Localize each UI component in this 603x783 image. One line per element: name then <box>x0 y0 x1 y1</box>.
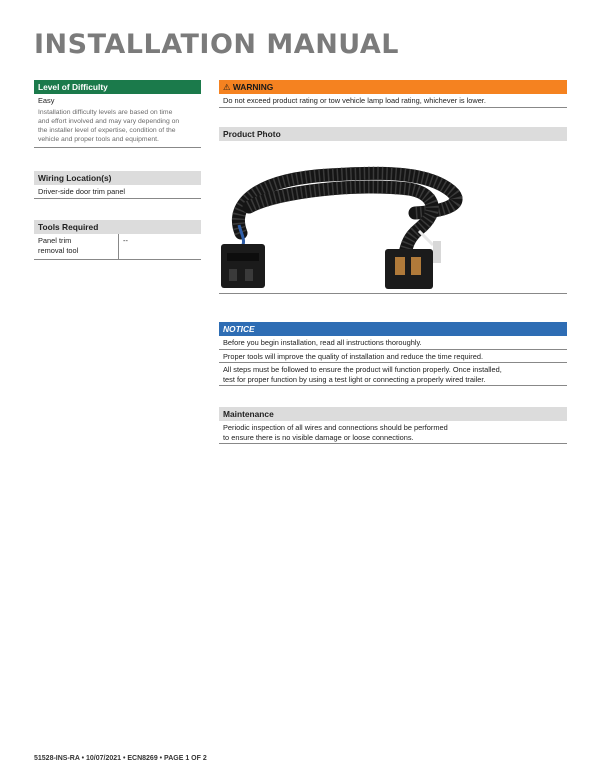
difficulty-note: Installation difficulty levels are based on time and effort involved and may vary depending on the installer level of expertise, condition of the vehicle and proper tools and equipment. <box>34 107 201 148</box>
maintenance-text: Periodic inspection of all wires and connections should be performed to ensure there is no visible damage or loose connections. <box>219 421 567 444</box>
warning-triangle-icon: ⚠ <box>223 82 231 92</box>
warning-text: Do not exceed product rating or tow vehicle lamp load rating, whichever is lower. <box>219 94 567 108</box>
product-photo-header: Product Photo <box>219 127 567 141</box>
tool-detail: -- <box>123 236 128 245</box>
tool-name: Panel trim removal tool <box>34 234 119 259</box>
difficulty-value: Easy <box>38 96 55 105</box>
warning-section <box>219 80 567 108</box>
wiring-header: Wiring Location(s) <box>34 171 201 185</box>
product-photo <box>219 141 567 294</box>
wiring-harness-image <box>219 141 567 293</box>
difficulty-section <box>34 80 201 148</box>
wiring-value: Driver-side door trim panel <box>34 185 201 199</box>
warning-header <box>219 80 567 94</box>
maintenance-header: Maintenance <box>219 407 567 421</box>
notice-item-3: All steps must be followed to ensure the product will function properly. Once installed, test for proper function by using a test light or connecting a properly wired trailer. <box>219 363 567 386</box>
warning-header-label: WARNING <box>232 82 274 92</box>
notice-item-2: Proper tools will improve the quality of installation and reduce the time required. <box>219 350 567 364</box>
page-title: INSTALLATION MANUAL <box>34 29 399 60</box>
wiring-section <box>34 171 201 199</box>
product-photo-section <box>219 127 567 294</box>
notice-header: NOTICE <box>219 322 567 336</box>
difficulty-header: Level of Difficulty <box>34 80 201 94</box>
tools-section <box>34 220 201 260</box>
tools-row <box>34 234 201 260</box>
page-footer: 51528-INS-RA • 10/07/2021 • ECN8269 • PAGE 1 OF 2 <box>34 755 207 762</box>
notice-section <box>219 322 567 386</box>
tools-header: Tools Required <box>34 220 201 234</box>
maintenance-section <box>219 407 567 444</box>
notice-item-1: Before you begin installation, read all instructions thoroughly. <box>219 336 567 350</box>
